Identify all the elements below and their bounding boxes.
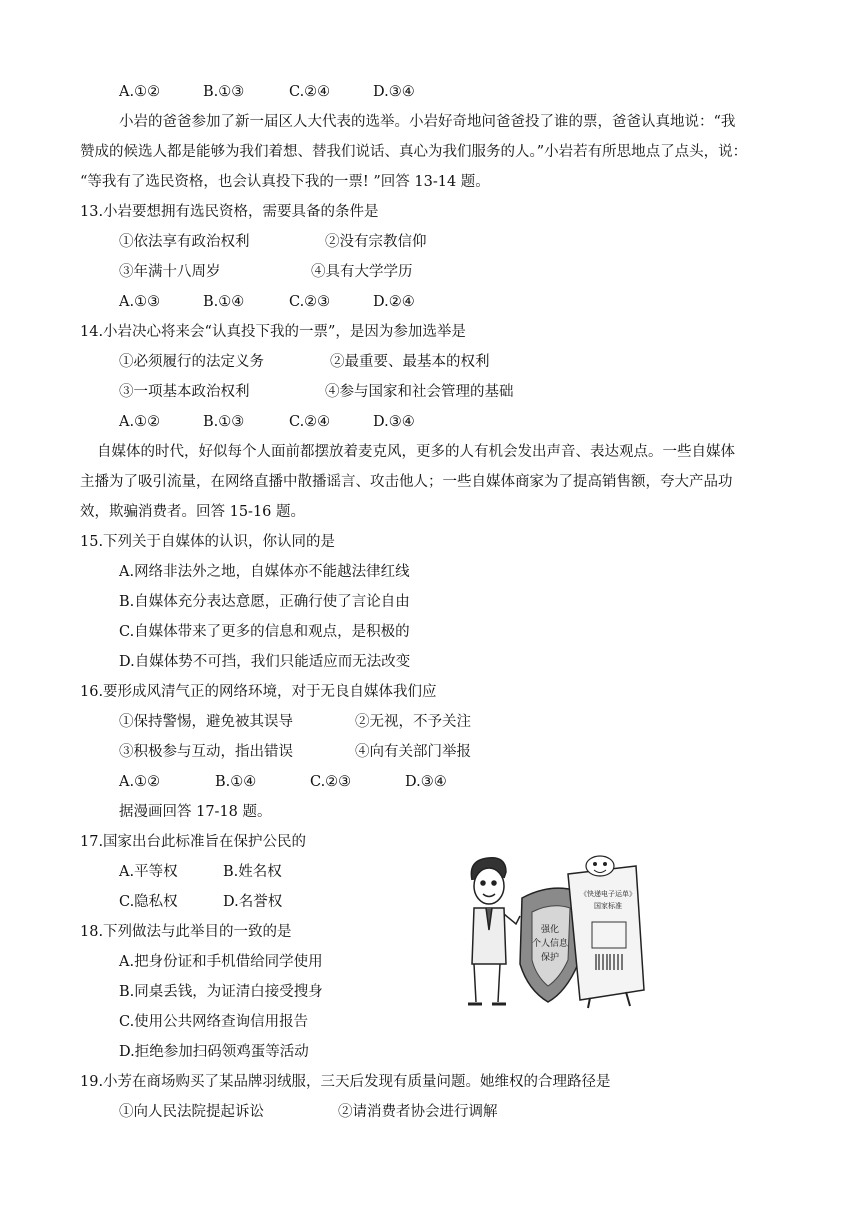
q14-statement-2: ②最重要、最基本的权利	[330, 354, 490, 370]
passage2-line3: 效，欺骗消费者。回答 15-16 题。	[80, 504, 306, 520]
passage1-line2: 赞成的候选人都是能够为我们着想、替我们说话、真心为我们服务的人。”小岩若有所思地点了点头，说：	[80, 144, 748, 160]
q16-statement-1: ①保持警惕，避免被其误导	[119, 714, 293, 730]
q14-option-b: B.①③	[203, 414, 245, 430]
q12-option-c: C.②④	[289, 84, 331, 100]
q13-option-d: D.②④	[373, 294, 415, 310]
document-text-1: 《快递电子运单》	[580, 890, 636, 898]
q19-statement-1: ①向人民法院提起诉讼	[119, 1104, 264, 1120]
q18-option-c: C.使用公共网络查询信用报告	[119, 1014, 309, 1030]
q16-option-c: C.②③	[310, 774, 352, 790]
q12-option-b: B.①③	[203, 84, 245, 100]
q14-option-a: A.①②	[119, 414, 161, 430]
q17-option-b: B.姓名权	[223, 864, 282, 880]
q16-option-d: D.③④	[405, 774, 447, 790]
q16-statement-3: ③积极参与互动，指出错误	[119, 744, 293, 760]
q15-option-d: D.自媒体势不可挡，我们只能适应而无法改变	[119, 654, 411, 670]
q14-option-c: C.②④	[289, 414, 331, 430]
q17-stem: 17.国家出台此标准旨在保护公民的	[80, 834, 307, 850]
q18-option-a: A.把身份证和手机借给同学使用	[119, 954, 323, 970]
q16-statement-2: ②无视，不予关注	[355, 714, 471, 730]
q16-statement-4: ④向有关部门举报	[355, 744, 471, 760]
q13-statement-1: ①依法享有政治权利	[119, 234, 250, 250]
q15-option-c: C.自媒体带来了更多的信息和观点，是积极的	[119, 624, 410, 640]
q16-stem: 16.要形成风清气正的网络环境，对于无良自媒体我们应	[80, 684, 437, 700]
q18-option-d: D.拒绝参加扫码领鸡蛋等活动	[119, 1044, 309, 1060]
passage1-line3: “等我有了选民资格，也会认真投下我的一票! ”回答 13-14 题。	[80, 174, 490, 190]
shield-text-2: 个人信息	[531, 939, 569, 949]
q15-option-a: A.网络非法外之地，自媒体亦不能越法律红线	[119, 564, 410, 580]
q17-option-d: D.名誉权	[223, 894, 283, 910]
q18-option-b: B.同桌丢钱，为证清白接受搜身	[119, 984, 323, 1000]
q19-stem: 19.小芳在商场购买了某品牌羽绒服，三天后发现有质量问题。她维权的合理路径是	[80, 1074, 611, 1090]
shield-text-1: 强化	[540, 925, 560, 935]
q14-option-d: D.③④	[373, 414, 415, 430]
q13-option-c: C.②③	[289, 294, 331, 310]
q14-statement-1: ①必须履行的法定义务	[119, 354, 264, 370]
document-text-2: 国家标准	[594, 902, 622, 910]
passage2-line1: 自媒体的时代，好似每个人面前都摆放着麦克风，更多的人有机会发出声音、表达观点。一些自媒体	[97, 444, 735, 460]
q13-statement-4: ④具有大学学历	[311, 264, 413, 280]
q13-stem: 13.小岩要想拥有选民资格，需要具备的条件是	[80, 204, 379, 220]
q14-statement-4: ④参与国家和社会管理的基础	[325, 384, 514, 400]
shield-text-3: 保护	[540, 953, 560, 963]
q14-statement-3: ③一项基本政治权利	[119, 384, 250, 400]
q13-statement-3: ③年满十八周岁	[119, 264, 221, 280]
q12-option-d: D.③④	[373, 84, 415, 100]
document-figure	[568, 856, 644, 1008]
q12-option-a: A.①②	[119, 84, 161, 100]
q16-option-a: A.①②	[119, 774, 161, 790]
passage2-line2: 主播为了吸引流量，在网络直播中散播谣言、攻击他人；一些自媒体商家为了提高销售额，夸大产品功	[80, 474, 733, 490]
cartoon-illustration	[460, 852, 660, 1012]
q16-option-b: B.①④	[215, 774, 257, 790]
q13-option-b: B.①④	[203, 294, 245, 310]
comic-intro: 据漫画回答 17-18 题。	[119, 804, 272, 820]
q15-stem: 15.下列关于自媒体的认识，你认同的是	[80, 534, 336, 550]
passage1-line1: 小岩的爸爸参加了新一届区人大代表的选举。小岩好奇地问爸爸投了谁的票，爸爸认真地说：“我	[119, 114, 736, 130]
q13-statement-2: ②没有宗教信仰	[325, 234, 427, 250]
q17-option-a: A.平等权	[119, 864, 178, 880]
q18-stem: 18.下列做法与此举目的一致的是	[80, 924, 292, 940]
q17-option-c: C.隐私权	[119, 894, 178, 910]
q15-option-b: B.自媒体充分表达意愿，正确行使了言论自由	[119, 594, 410, 610]
q13-option-a: A.①③	[119, 294, 161, 310]
q14-stem: 14.小岩决心将来会“认真投下我的一票”，是因为参加选举是	[80, 324, 466, 340]
man-figure	[468, 858, 520, 1004]
cartoon-svg	[460, 852, 660, 1012]
q19-statement-2: ②请消费者协会进行调解	[338, 1104, 498, 1120]
